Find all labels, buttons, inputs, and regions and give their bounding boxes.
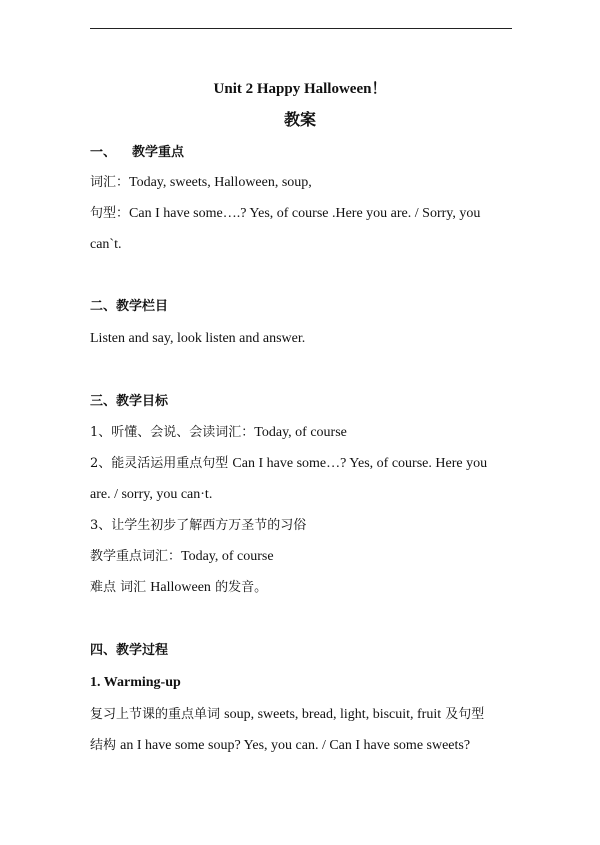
difficulty-label: 难点 词汇 (90, 580, 147, 595)
key-vocab-text: Today, of course (181, 549, 274, 564)
goal2-line (90, 455, 487, 473)
step1-suffix: 及句型 (445, 707, 485, 722)
goal2-continuation: are. / sorry, you can·t. (90, 487, 213, 502)
sentence-line (90, 205, 480, 223)
section4-heading: 四、教学过程 (90, 643, 169, 658)
section3-heading: 三、教学目标 (90, 394, 169, 409)
key-vocab-label: 教学重点词汇： (90, 549, 182, 564)
section2-heading: 二、教学栏目 (90, 299, 169, 314)
step1-line1 (90, 706, 484, 724)
goal1-text: Today, of course (254, 425, 347, 440)
step1-structure-label: 结构 (90, 738, 117, 753)
step1-intro: 复习上节课的重点单词 (90, 707, 221, 722)
goal1-label: 1、听懂、会说、会读词汇： (90, 425, 255, 440)
sentence-continuation: can`t. (90, 237, 122, 252)
key-vocab-line (90, 548, 274, 566)
vocab-text: Today, sweets, Halloween, soup, (129, 175, 312, 190)
section1-title: 教学重点 (132, 145, 185, 160)
section2-text: Listen and say, look listen and answer. (90, 331, 306, 346)
step1-line2 (90, 737, 470, 755)
section1-number: 一、 (90, 145, 117, 160)
difficulty-line (90, 579, 267, 597)
goal1-line (90, 424, 347, 442)
step1-title: 1. Warming-up (90, 675, 181, 690)
goal3-line: 3、让学生初步了解西方万圣节的习俗 (90, 518, 307, 533)
difficulty-word: Halloween (150, 580, 211, 595)
vocab-label: 词汇： (90, 175, 130, 190)
goal2-label: 2、能灵活运用重点句型 (90, 456, 229, 471)
step1-words: soup, sweets, bread, light, biscuit, fruit (224, 707, 442, 722)
vocab-line (90, 174, 312, 192)
document-subtitle: 教案 (283, 110, 316, 129)
goal2-text: Can I have some…? Yes, of course. Here you (232, 456, 488, 471)
section1-heading (90, 144, 184, 162)
sentence-label: 句型： (90, 206, 130, 221)
top-rule (90, 28, 512, 29)
difficulty-suffix: 的发音。 (215, 580, 268, 595)
document-title: Unit 2 Happy Halloween！ (213, 81, 387, 97)
sentence-text: Can I have some….? Yes, of course .Here you are. / Sorry, you (129, 206, 481, 221)
step1-sentences: an I have some soup? Yes, you can. / Can I have some sweets? (120, 738, 471, 753)
